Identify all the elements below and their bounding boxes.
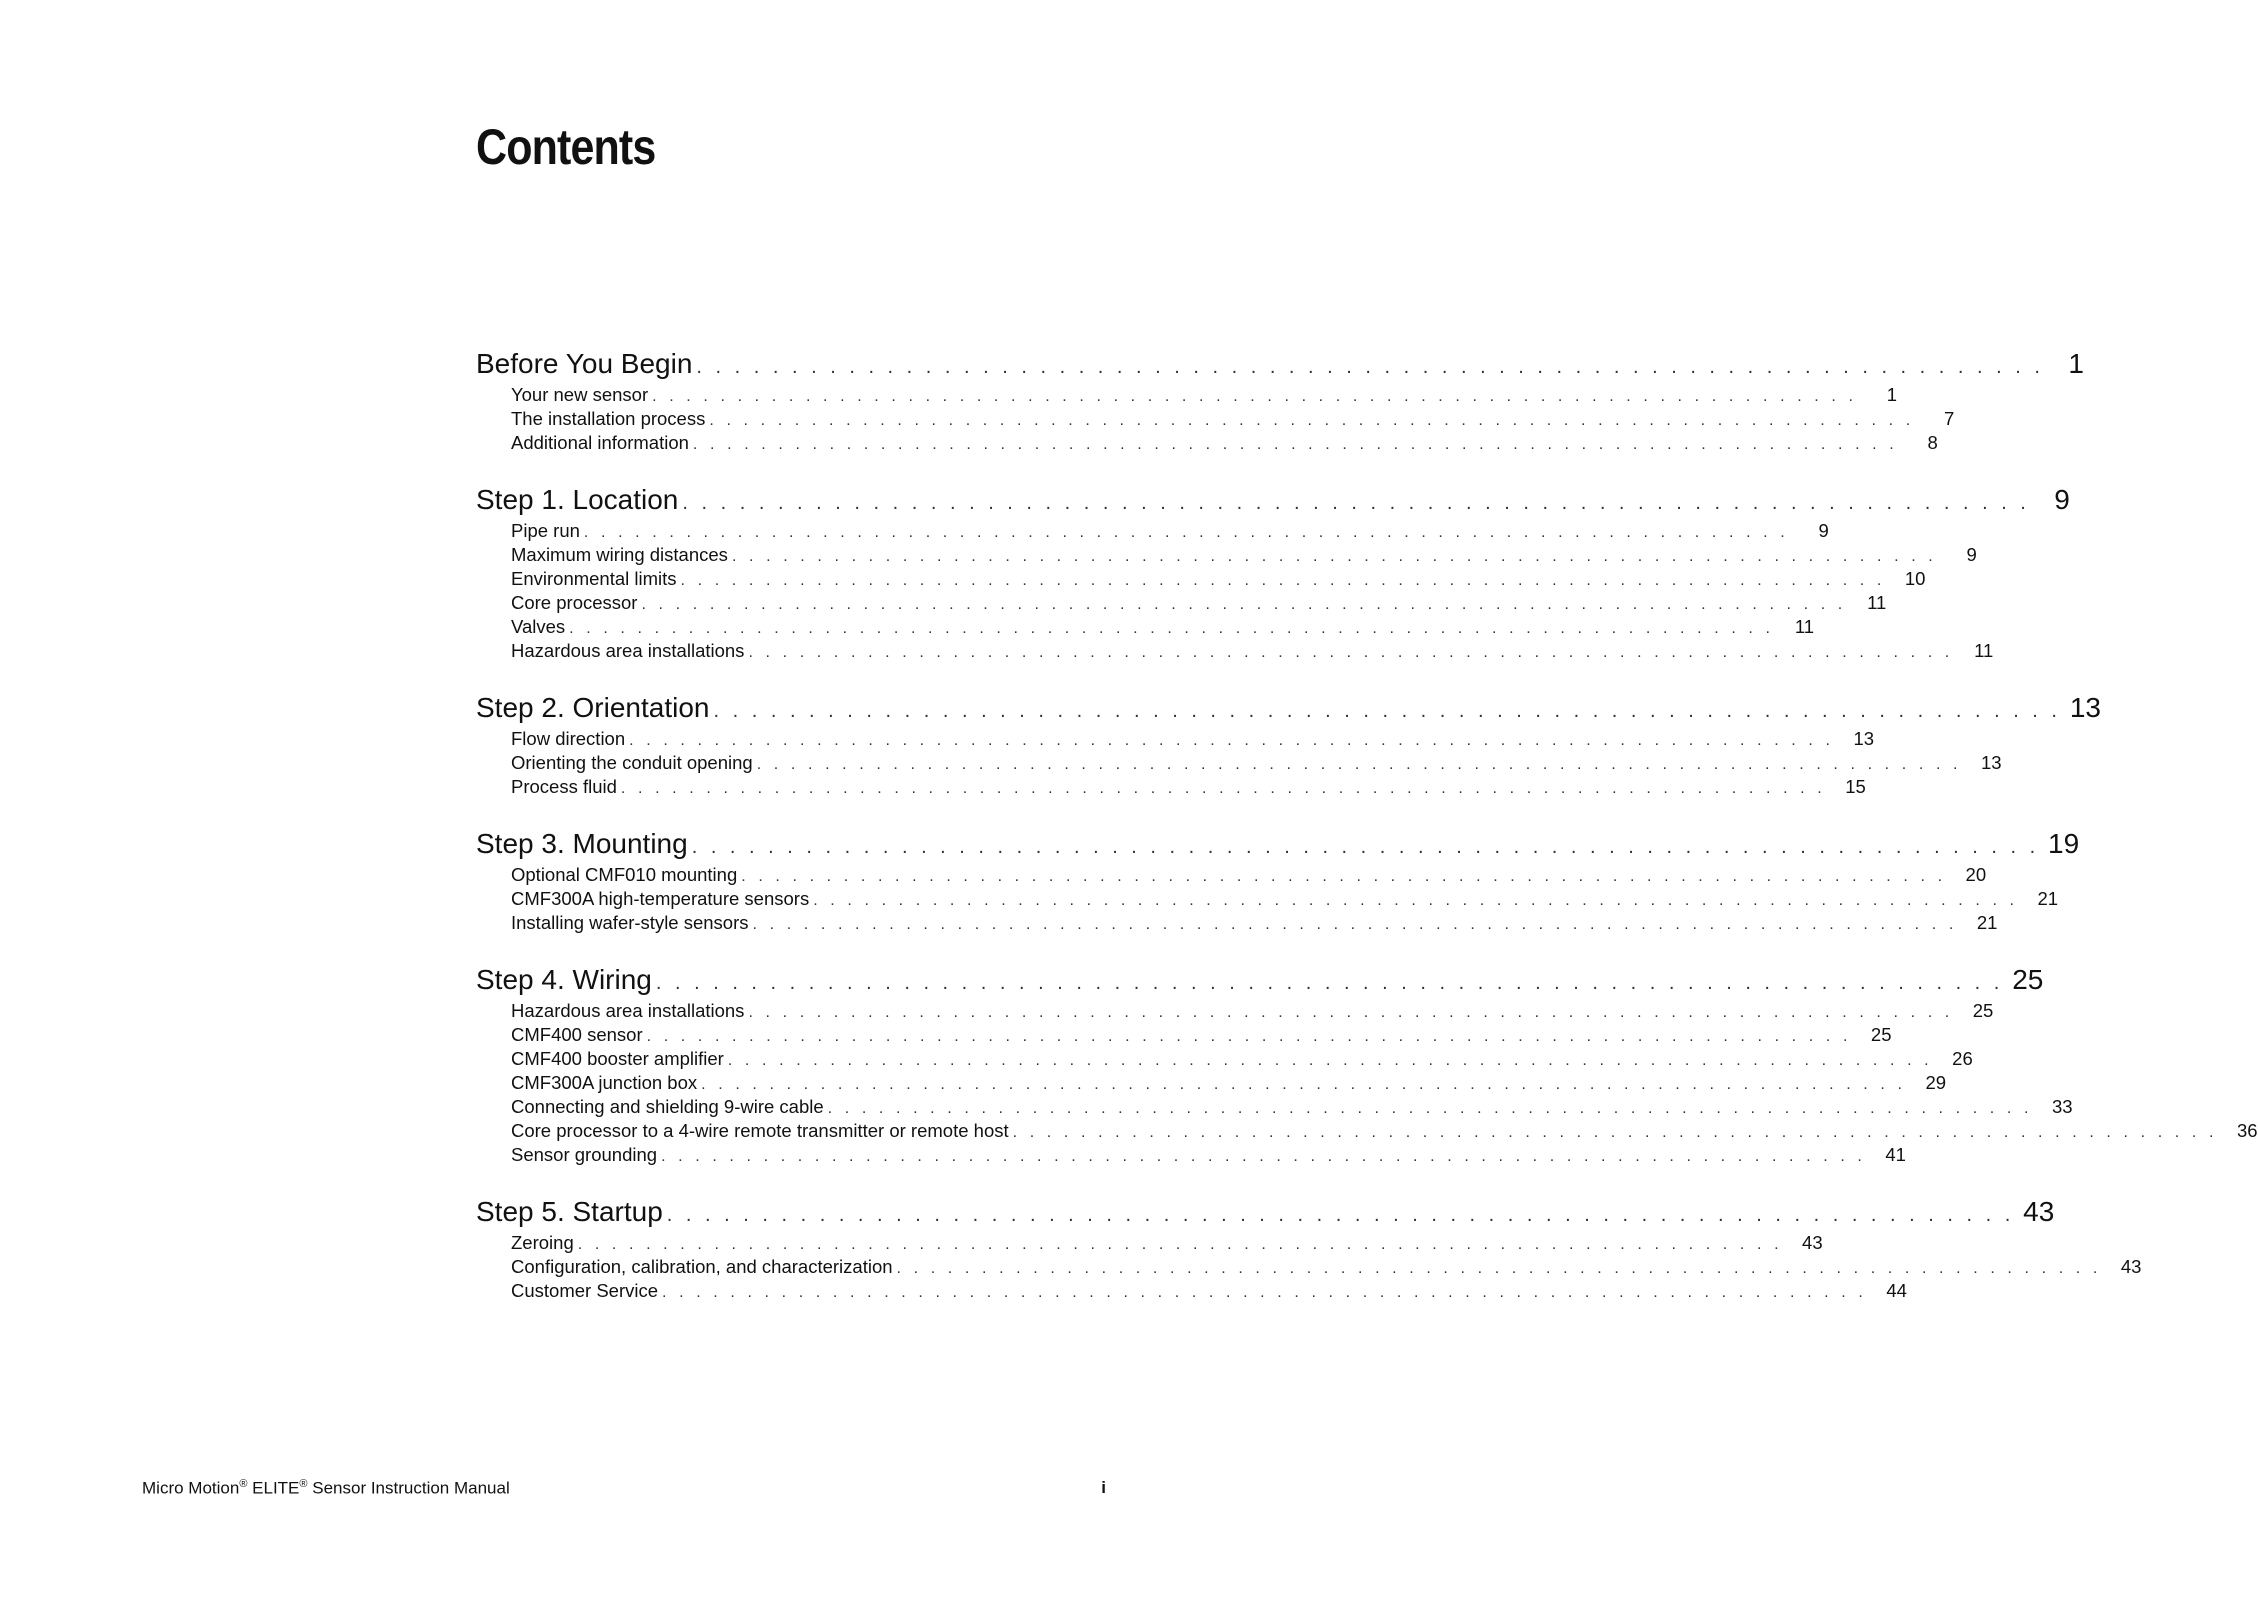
toc-entry-page: 33 (2051, 1096, 2073, 1117)
toc-entry[interactable] (476, 519, 1829, 543)
toc-entry-page: 21 (2037, 888, 2059, 909)
toc-entry-page: 9 (1966, 544, 1977, 565)
toc-chapter-page: 1 (2068, 348, 2084, 379)
toc-section (476, 962, 2258, 1167)
dot-leader: . . . . . . . . . . . . . . . . . . . . . . . . . . . . . . . . . . . . . . . . . . . . . . . . . . . . . . . . . . . . . . . . . . . . . . . (827, 1100, 2033, 1117)
toc-entry-title: Valves (511, 616, 566, 637)
table-of-contents (476, 346, 2258, 1330)
dot-leader: . . . . . . . . . . . . . . . . . . . . . . . . . . . . . . . . . . . . . . . . . . . . . . . . . . . . . . . . . . . . . . . . . . . . . . . (661, 1148, 1866, 1165)
toc-entry[interactable] (476, 887, 2059, 911)
toc-entry[interactable] (476, 543, 1977, 567)
toc-entry-title: CMF400 booster amplifier (511, 1048, 724, 1069)
toc-entry-title: Process fluid (511, 776, 617, 797)
toc-chapter-entry[interactable] (476, 690, 2101, 726)
toc-chapter-title: Step 2. Orientation (476, 692, 710, 723)
dot-leader: . . . . . . . . . . . . . . . . . . . . . . . . . . . . . . . . . . . . . . . . . . . . . . . . . . . . . . . . . . . . . . . . . . . . . . . (583, 524, 1789, 541)
toc-entry[interactable] (476, 407, 1955, 431)
toc-entry[interactable] (476, 1023, 1892, 1047)
footer-brand: Micro Motion (142, 1478, 240, 1498)
toc-entry-page: 8 (1927, 432, 1938, 453)
toc-entry-page: 26 (1952, 1048, 1973, 1069)
toc-entry[interactable] (476, 615, 1815, 639)
toc-entry-page: 29 (1925, 1072, 1947, 1093)
toc-chapter-title: Step 5. Startup (476, 1196, 663, 1227)
toc-chapter-entry[interactable] (476, 826, 2080, 862)
toc-entry-page: 13 (1853, 728, 1875, 749)
footer-page-number: i (1101, 1478, 1106, 1497)
toc-entry-title: Hazardous area installations (511, 640, 745, 661)
footer-manual-name: Sensor Instruction Manual (312, 1478, 510, 1498)
toc-entry-title: Environmental limits (511, 568, 677, 589)
toc-entry-title: Orienting the conduit opening (511, 752, 753, 773)
dot-leader: . . . . . . . . . . . . . . . . . . . . . . . . . . . . . . . . . . . . . . . . . . . . . . . . . . . . . . . . . . . . . . . . . . . . . . . (741, 868, 1947, 885)
dot-leader: . . . . . . . . . . . . . . . . . . . . . . . . . . . . . . . . . . . . . . . . . . . . . . . . . . . . . . . . . . . . . . . . . . . . . . . (691, 836, 2040, 858)
toc-entry-title: CMF300A junction box (511, 1072, 698, 1093)
toc-entry-page: 1 (1886, 384, 1898, 405)
toc-entry-title: Hazardous area installations (511, 1000, 745, 1021)
toc-chapter-entry[interactable] (476, 482, 2070, 518)
toc-chapter-page: 9 (2054, 484, 2070, 515)
dot-leader: . . . . . . . . . . . . . . . . . . . . . . . . . . . . . . . . . . . . . . . . . . . . . . . . . . . . . . . . . . . . . . . . . . . . . . . (629, 732, 1835, 749)
toc-chapter-title: Step 3. Mounting (476, 828, 688, 859)
page-footer (142, 1478, 1106, 1499)
footer-manual-title (142, 1478, 510, 1499)
footer-product: ELITE (252, 1478, 300, 1498)
toc-entry-page: 11 (1794, 616, 1815, 637)
toc-entry[interactable] (476, 639, 1994, 663)
toc-entry[interactable] (476, 727, 1875, 751)
dot-leader: . . . . . . . . . . . . . . . . . . . . . . . . . . . . . . . . . . . . . . . . . . . . . . . . . . . . . . . . . . . . . . . . . . . . . . . (655, 972, 2004, 994)
toc-entry[interactable] (476, 1279, 1907, 1303)
toc-chapter-page: 19 (2048, 828, 2080, 859)
dot-leader: . . . . . . . . . . . . . . . . . . . . . . . . . . . . . . . . . . . . . . . . . . . . . . . . . . . . . . . . . . . . . . . . . . . . . . . (569, 620, 1775, 637)
toc-chapter-title: Step 1. Location (476, 484, 679, 515)
toc-chapter-page: 25 (2012, 964, 2044, 995)
dot-leader: . . . . . . . . . . . . . . . . . . . . . . . . . . . . . . . . . . . . . . . . . . . . . . . . . . . . . . . . . . . . . . . . . . . . . . . (748, 644, 1954, 661)
dot-leader: . . . . . . . . . . . . . . . . . . . . . . . . . . . . . . . . . . . . . . . . . . . . . . . . . . . . . . . . . . . . . . . . . . . . . . . (692, 436, 1898, 453)
toc-entry[interactable] (476, 999, 1994, 1023)
toc-section (476, 346, 2084, 455)
toc-entry-page: 13 (1981, 752, 2002, 773)
toc-entry-page: 20 (1965, 864, 1987, 885)
toc-entry-title: Optional CMF010 mounting (511, 864, 738, 885)
dot-leader: . . . . . . . . . . . . . . . . . . . . . . . . . . . . . . . . . . . . . . . . . . . . . . . . . . . . . . . . . . . . . . . . . . . . . . . (682, 492, 2030, 514)
toc-chapter-entry[interactable] (476, 1194, 2055, 1230)
page-title: Contents (476, 119, 656, 175)
toc-chapter-entry[interactable] (476, 962, 2044, 998)
dot-leader: . . . . . . . . . . . . . . . . . . . . . . . . . . . . . . . . . . . . . . . . . . . . . . . . . . . . . . . . . . . . . . . . . . . . . . . (641, 596, 1847, 613)
toc-entry-page: 9 (1818, 520, 1829, 541)
dot-leader: . . . . . . . . . . . . . . . . . . . . . . . . . . . . . . . . . . . . . . . . . . . . . . . . . . . . . . . . . . . . . . . . . . . . . . . (896, 1260, 2102, 1277)
toc-entry-title: Flow direction (511, 728, 626, 749)
dot-leader: . . . . . . . . . . . . . . . . . . . . . . . . . . . . . . . . . . . . . . . . . . . . . . . . . . . . . . . . . . . . . . . . . . . . . . . (731, 548, 1937, 565)
toc-entry-title: Installing wafer-style sensors (511, 912, 749, 933)
toc-entry-page: 41 (1885, 1144, 1906, 1165)
dot-leader: . . . . . . . . . . . . . . . . . . . . . . . . . . . . . . . . . . . . . . . . . . . . . . . . . . . . . . . . . . . . . . . . . . . . . . . (662, 1284, 1867, 1301)
toc-entry-title: Your new sensor (511, 384, 649, 405)
toc-entry-title: Maximum wiring distances (511, 544, 728, 565)
toc-entry-title: Core processor to a 4-wire remote transmitter or remote host (511, 1120, 1009, 1141)
toc-entry-title: CMF400 sensor (511, 1024, 643, 1045)
toc-entry-page: 10 (1904, 568, 1926, 589)
dot-leader: . . . . . . . . . . . . . . . . . . . . . . . . . . . . . . . . . . . . . . . . . . . . . . . . . . . . . . . . . . . . . . . . . . . . . . . (756, 756, 1962, 773)
toc-entry-title: Connecting and shielding 9-wire cable (511, 1096, 824, 1117)
toc-entry-page: 44 (1886, 1280, 1907, 1301)
toc-entry[interactable] (476, 863, 1987, 887)
registered-mark: ® (299, 1478, 308, 1490)
toc-entry-title: Pipe run (511, 520, 580, 541)
toc-entry[interactable] (476, 911, 1998, 935)
toc-entry-page: 43 (1802, 1232, 1823, 1253)
toc-entry-title: Customer Service (511, 1280, 659, 1301)
toc-entry-page: 11 (1974, 640, 1994, 661)
dot-leader: . . . . . . . . . . . . . . . . . . . . . . . . . . . . . . . . . . . . . . . . . . . . . . . . . . . . . . . . . . . . . . . . . . . . . . . (652, 388, 1858, 405)
toc-entry[interactable] (476, 1047, 1973, 1071)
toc-entry-title: Sensor grounding (511, 1144, 658, 1165)
toc-section (476, 690, 2101, 799)
toc-entry[interactable] (476, 431, 1938, 455)
toc-chapter-page: 43 (2023, 1196, 2055, 1227)
toc-chapter-title: Step 4. Wiring (476, 964, 652, 995)
toc-entry[interactable] (476, 1119, 2258, 1143)
toc-entry-title: CMF300A high-temperature sensors (511, 888, 810, 909)
dot-leader: . . . . . . . . . . . . . . . . . . . . . . . . . . . . . . . . . . . . . . . . . . . . . . . . . . . . . . . . . . . . . . . . . . . . . . . (709, 412, 1915, 429)
toc-entry[interactable] (476, 751, 2002, 775)
toc-entry-title: The installation process (511, 408, 706, 429)
toc-entry-title: Core processor (511, 592, 638, 613)
toc-section (476, 482, 2070, 663)
toc-entry-page: 43 (2120, 1256, 2142, 1277)
toc-entry[interactable] (476, 591, 1887, 615)
toc-entry[interactable] (476, 1231, 1823, 1255)
toc-chapter-page: 13 (2069, 692, 2101, 723)
toc-entry-title: Configuration, calibration, and characterization (511, 1256, 893, 1277)
toc-entry-page: 11 (1867, 592, 1887, 613)
toc-entry-page: 15 (1845, 776, 1866, 797)
registered-mark: ® (239, 1478, 248, 1490)
toc-entry-page: 36 (2236, 1120, 2258, 1141)
toc-section (476, 1194, 2142, 1303)
dot-leader: . . . . . . . . . . . . . . . . . . . . . . . . . . . . . . . . . . . . . . . . . . . . . . . . . . . . . . . . . . . . . . . . . . . . . . . (620, 780, 1826, 797)
toc-entry-page: 7 (1943, 408, 1955, 429)
dot-leader: . . . . . . . . . . . . . . . . . . . . . . . . . . . . . . . . . . . . . . . . . . . . . . . . . . . . . . . . . . . . . . . . . . . . . . . (696, 356, 2044, 378)
toc-entry[interactable] (476, 1071, 1947, 1095)
toc-entry[interactable] (476, 567, 1926, 591)
toc-entry-title: Zeroing (511, 1232, 574, 1253)
toc-chapter-title: Before You Begin (476, 348, 693, 379)
dot-leader: . . . . . . . . . . . . . . . . . . . . . . . . . . . . . . . . . . . . . . . . . . . . . . . . . . . . . . . . . . . . . . . . . . . . . . . (748, 1004, 1954, 1021)
toc-entry[interactable] (476, 1255, 2142, 1279)
dot-leader: . . . . . . . . . . . . . . . . . . . . . . . . . . . . . . . . . . . . . . . . . . . . . . . . . . . . . . . . . . . . . . . . . . . . . . . (701, 1076, 1907, 1093)
dot-leader: . . . . . . . . . . . . . . . . . . . . . . . . . . . . . . . . . . . . . . . . . . . . . . . . . . . . . . . . . . . . . . . . . . . . . . . (666, 1204, 2015, 1226)
dot-leader: . . . . . . . . . . . . . . . . . . . . . . . . . . . . . . . . . . . . . . . . . . . . . . . . . . . . . . . . . . . . . . . . . . . . . . . (813, 892, 2019, 909)
toc-entry[interactable] (476, 1143, 1906, 1167)
dot-leader: . . . . . . . . . . . . . . . . . . . . . . . . . . . . . . . . . . . . . . . . . . . . . . . . . . . . . . . . . . . . . . . . . . . . . . . (1012, 1124, 2218, 1141)
toc-entry-page: 21 (1976, 912, 1998, 933)
toc-entry-title: Additional information (511, 432, 689, 453)
toc-entry[interactable] (476, 1095, 2073, 1119)
toc-entry[interactable] (476, 383, 1898, 407)
toc-entry-page: 25 (1972, 1000, 1994, 1021)
toc-section (476, 826, 2080, 935)
dot-leader: . . . . . . . . . . . . . . . . . . . . . . . . . . . . . . . . . . . . . . . . . . . . . . . . . . . . . . . . . . . . . . . . . . . . . . . (646, 1028, 1852, 1045)
dot-leader: . . . . . . . . . . . . . . . . . . . . . . . . . . . . . . . . . . . . . . . . . . . . . . . . . . . . . . . . . . . . . . . . . . . . . . . (577, 1236, 1783, 1253)
dot-leader: . . . . . . . . . . . . . . . . . . . . . . . . . . . . . . . . . . . . . . . . . . . . . . . . . . . . . . . . . . . . . . . . . . . . . . . (713, 700, 2061, 722)
toc-entry-page: 25 (1870, 1024, 1892, 1045)
dot-leader: . . . . . . . . . . . . . . . . . . . . . . . . . . . . . . . . . . . . . . . . . . . . . . . . . . . . . . . . . . . . . . . . . . . . . . . (752, 916, 1958, 933)
toc-entry[interactable] (476, 775, 1866, 799)
toc-chapter-entry[interactable] (476, 346, 2084, 382)
dot-leader: . . . . . . . . . . . . . . . . . . . . . . . . . . . . . . . . . . . . . . . . . . . . . . . . . . . . . . . . . . . . . . . . . . . . . . . (727, 1052, 1933, 1069)
dot-leader: . . . . . . . . . . . . . . . . . . . . . . . . . . . . . . . . . . . . . . . . . . . . . . . . . . . . . . . . . . . . . . . . . . . . . . . (680, 572, 1886, 589)
